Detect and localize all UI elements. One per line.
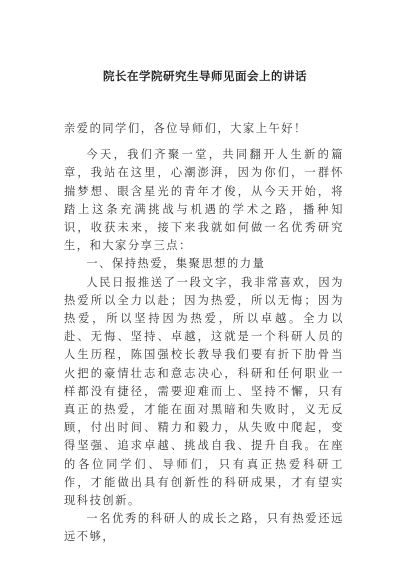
body-paragraph: 一名优秀的科研人的成长之路，只有热爱还远远不够，: [64, 512, 344, 544]
body-paragraph: 人民日报推送了一段文字，我非常喜欢，因为热爱所以全力以赴；因为热爱，所以无悔；因为热爱，所以坚持因为热爱，所以卓越。全力以赴、无悔、坚持、卓越，这就是一个科研人员的人生历程，陈国强校长教导我们要有折下肋骨当火把的豪情壮志和意志决心，科研和任何职业一样都没有捷径，需要迎难而上、坚持不懈，只有真正的热爱，才能在面对黑暗和失败时，义无反顾，付出时间、精力和毅力，从失败中爬起，变得坚强、追求卓越、挑战自我、提升自我。在座的各位同学们、导师们，只有真正热爱科研工作，才能做出具有创新性的科研成果，才有望实现科技创新。: [64, 275, 344, 508]
body-paragraph: 今天，我们齐聚一堂，共同翻开人生新的篇章，我站在这里，心潮澎湃，因为你们，一群怀揣梦想、眼含星光的青年才俊，从今天开始，将踏上这条充满挑战与机遇的学术之路，播种知识，收获未来，接下来我就如何做一名优秀研究生，和大家分享三点：: [64, 148, 344, 253]
section-heading: 一、保持热爱，集聚思想的力量: [86, 257, 266, 271]
document-body: [64, 120, 344, 547]
greeting-paragraph: 亲爱的同学们，各位导师们，大家上午好！: [64, 122, 307, 135]
document-title: 院长在学院研究生导师见面会上的讲话: [103, 69, 307, 83]
